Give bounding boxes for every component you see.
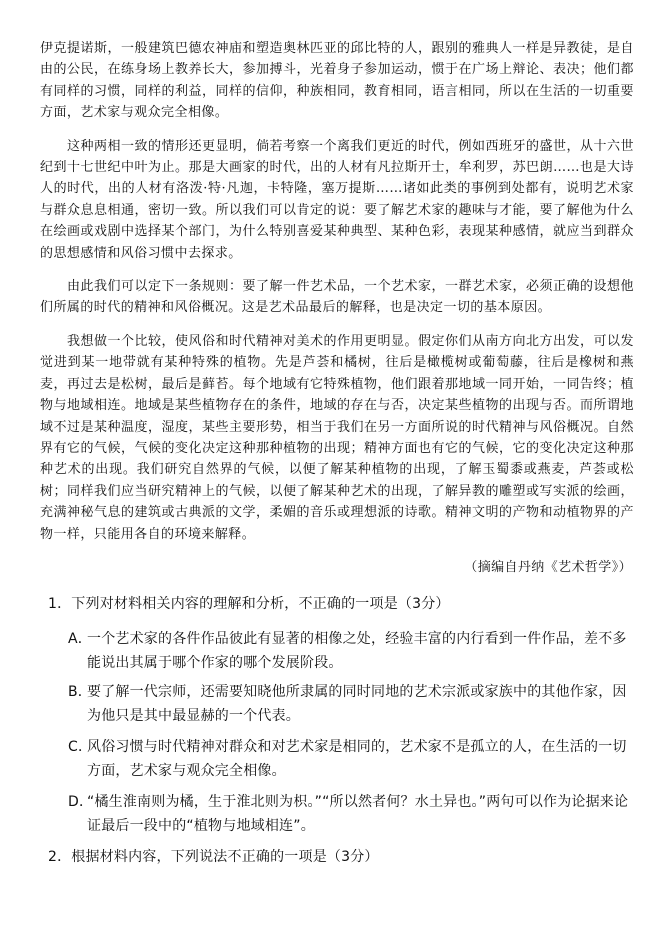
- reading-passage: [40, 38, 634, 557]
- passage-source: （摘编自丹纳《艺术哲学》）: [464, 560, 632, 575]
- option-text: 一个艺术家的各件作品彼此有显著的相像之处，经验丰富的内行看到一件作品，差不多能说出其属于哪个作家的哪个发展阶段。: [87, 631, 627, 671]
- option-text: 要了解一代宗师，还需要知晓他所隶属的同时同地的艺术宗派或家族中的其他作家，因为他只是其中最显赫的一个代表。: [87, 684, 627, 724]
- question-2-stem: 2．根据材料内容，下列说法不正确的一项是（3分）: [48, 849, 379, 865]
- option-text: 风俗习惯与时代精神对群众和对艺术家是相同的，艺术家不是孤立的人，在生活的一切方面，艺术家与观众完全相像。: [87, 739, 627, 779]
- question-1-option-c: [68, 735, 630, 783]
- passage-paragraph-1: 伊克提诺斯，一般建筑巴德农神庙和塑造奥林匹亚的邱比特的人，跟别的雅典人一样是异教徒，是自由的公民，在练身场上教养长大，参加搏斗，光着身子参加运动，惯于在广场上辩论、表决；他们都有同样的习惯，同样的利益，同样的信仰，种族相同，教育相同，语言相同，所以在生活的一切重要方面，艺术家与观众完全相像。: [40, 41, 634, 121]
- passage-paragraph-4: 我想做一个比较，使风俗和时代精神对美术的作用更明显。假定你们从南方向北方出发，可以发觉进到某一地带就有某种特殊的植物。先是芦荟和橘树，往后是橄榄树或葡萄藤，往后是橡树和燕麦，再过去是松树，最后是藓苔。每个地域有它特殊植物，他们跟着那地域一同开始，一同告终；植物与地域相连。地域是某些植物存在的条件，地域的存在与否，决定某些植物的出现与否。而所谓地域不过是某种温度，湿度，某些主要形势，相当于我们在另一方面所说的时代精神与风俗概况。自然界有它的气候，气候的变化决定这种那种植物的出现；精神方面也有它的气候，它的变化决定这种那种艺术的出现。我们研究自然界的气候，以便了解某种植物的出现，了解玉蜀黍或燕麦，芦荟或松树；同样我们应当研究精神上的气候，以便了解某种艺术的出现，了解异教的雕塑或写实派的绘画，充满神秘气息的建筑或古典派的文学，柔媚的音乐或理想派的诗歌。精神文明的产物和动植物界的产物一样，只能用各自的环境来解释。: [40, 333, 634, 542]
- option-letter: A．: [68, 631, 92, 647]
- option-letter: B．: [68, 684, 93, 700]
- question-1-stem: 1．下列对材料相关内容的理解和分析，不正确的一项是（3分）: [48, 596, 450, 612]
- option-text: “橘生淮南则为橘，生于淮北则为枳。”“所以然者何？水土异也。”两句可以作为论据来论证最后一段中的“植物与地域相连”。: [87, 794, 629, 834]
- option-letter: C．: [68, 739, 93, 755]
- question-1-option-b: [68, 680, 630, 728]
- question-1-option-d: [68, 790, 630, 838]
- question-1-option-a: [68, 627, 630, 675]
- passage-paragraph-3: 由此我们可以定下一条规则：要了解一件艺术品，一个艺术家，一群艺术家，必须正确的设想他们所属的时代的精神和风俗概况。这是艺术品最后的解释，也是决定一切的基本原因。: [40, 279, 634, 316]
- option-letter: D．: [68, 794, 94, 810]
- passage-paragraph-2: 这种两相一致的情形还更显明，倘若考察一个离我们更近的时代，例如西班牙的盛世，从十六世纪到十七世纪中叶为止。那是大画家的时代，出的人材有凡拉斯开士，牟利罗，苏巴朗……也是大诗人的时代，出的人材有洛泼·特·凡迦，卡特隆，塞万提斯……诸如此类的事例到处都有，说明艺术家与群众息息相通，密切一致。所以我们可以肯定的说：要了解艺术家的趣味与才能，要了解他为什么在绘画或戏剧中选择某个部门，为什么特别喜爱某种典型、某种色彩，表现某种感情，就应当到群众的思想感情和风俗习惯中去探求。: [40, 138, 634, 261]
